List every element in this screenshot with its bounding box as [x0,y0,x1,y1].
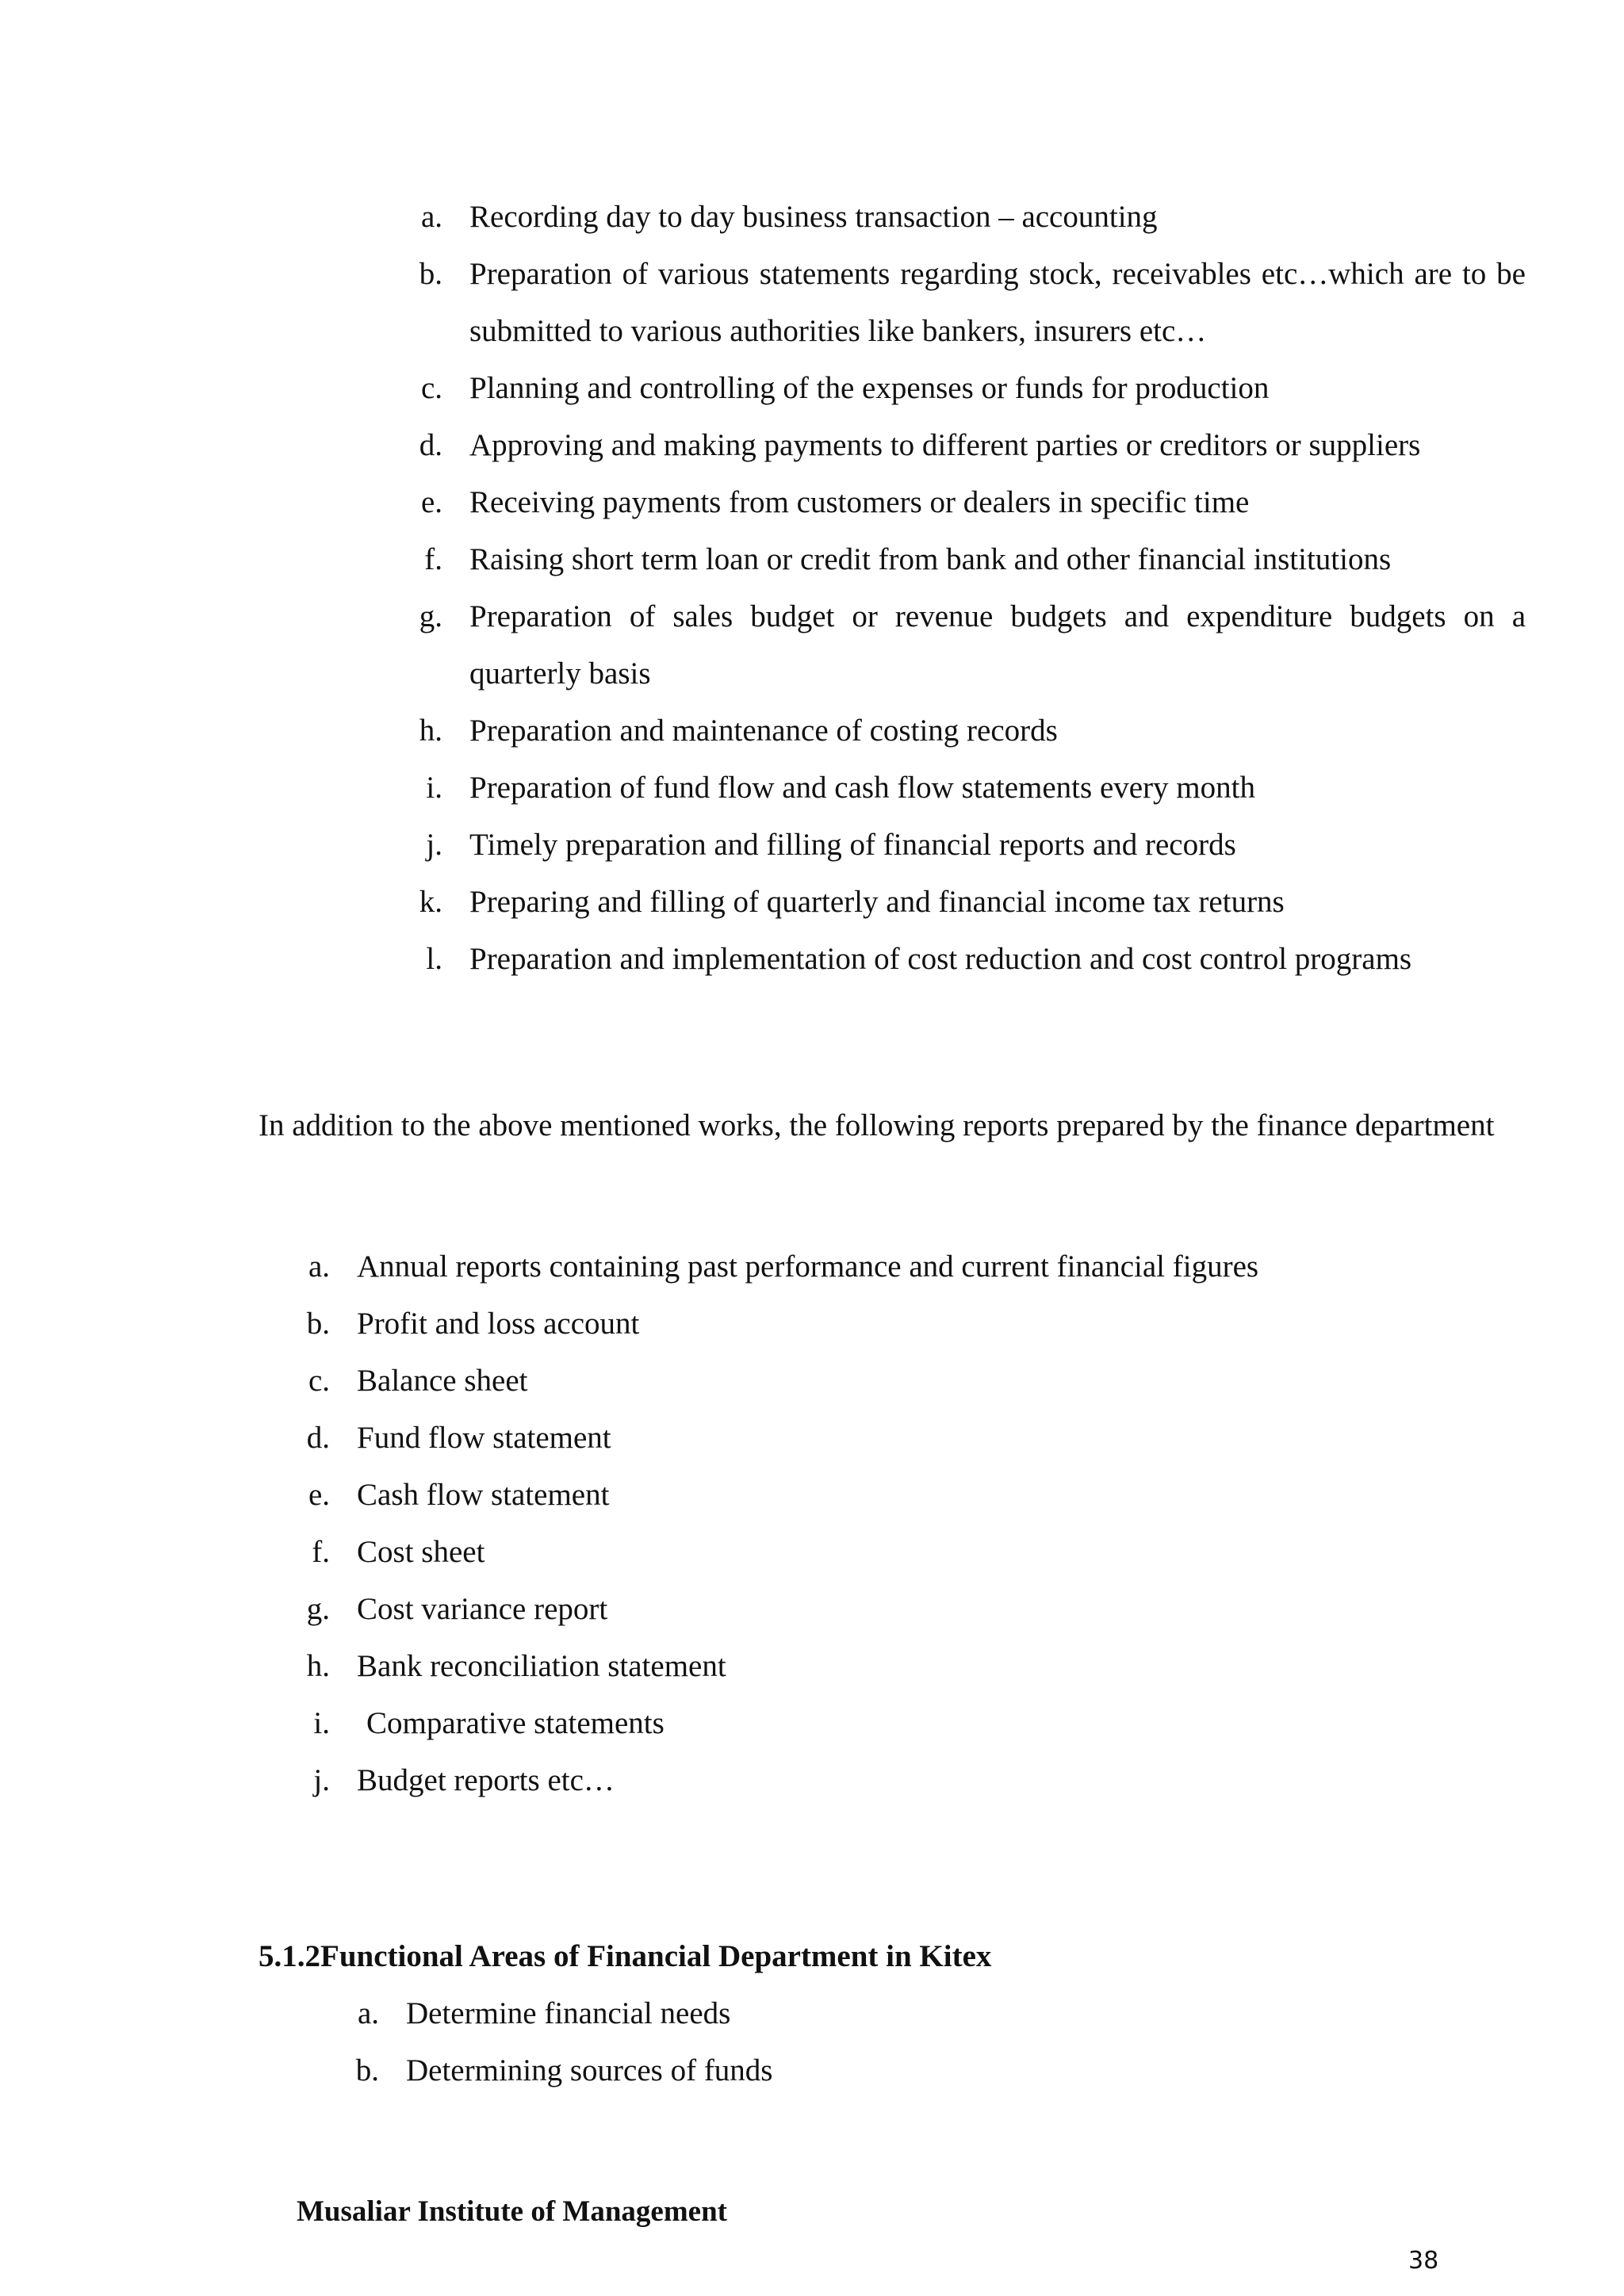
list-marker: d. [419,428,442,462]
list-item-text: Bank reconciliation statement [357,1649,726,1683]
list-marker: c. [420,371,442,405]
list-item [414,588,1526,702]
list-marker: f. [424,542,442,576]
list-marker: c. [308,1364,330,1398]
list-item [301,1410,1491,1467]
list-item-text: Profit and loss account [357,1307,640,1341]
list-item [301,1695,1491,1752]
intro-paragraph: In addition to the above mentioned works, the following reports prepared by the finance department [259,1108,1495,1142]
list-marker: j. [426,828,442,862]
list-marker: e. [420,485,442,519]
list-item-text: Balance sheet [357,1364,528,1398]
list-item [414,417,1526,474]
list-item-text: Fund flow statement [357,1421,611,1455]
list-item-text: Planning and controlling of the expenses or funds for production [469,371,1270,405]
list-item-text: Preparation and implementation of cost reduction and cost control programs [469,942,1412,976]
list-marker: i. [313,1706,330,1740]
list-item-text: Timely preparation and filling of financial reports and records [469,828,1236,862]
list-item [414,531,1526,588]
list-marker: d. [306,1421,330,1455]
list-item [414,474,1526,531]
finance-work-list [414,189,1526,988]
list-item [414,189,1526,246]
list-marker: h. [419,714,442,748]
list-item [414,246,1526,360]
list-item [301,1581,1491,1638]
list-item [414,702,1526,760]
list-item [414,817,1526,874]
footer-institute-name: Musaliar Institute of Management [297,2195,727,2228]
list-marker: i. [426,771,442,805]
list-marker: b. [306,1307,330,1341]
list-marker: f. [312,1535,330,1569]
list-item-text: Preparation of various statements regarding stock, receivables etc…which are to be submitted to various authorities like bankers, insurers etc… [469,257,1526,348]
list-item-text: Raising short term loan or credit from bank and other financial institutions [469,542,1392,576]
list-item-text: Cash flow statement [357,1478,610,1512]
list-item-text: Budget reports etc… [357,1763,615,1797]
list-item-text: Cost variance report [357,1592,608,1626]
list-item [414,931,1526,988]
list-item-text: Determine financial needs [406,1996,731,2030]
list-item-text: Preparation of sales budget or revenue budgets and expenditure budgets on a quarterly basis [469,599,1526,691]
list-item [301,1752,1491,1809]
list-item [414,360,1526,417]
list-item [414,874,1526,931]
list-item-text: Annual reports containing past performance and current financial figures [357,1249,1259,1284]
list-item [354,1985,1464,2042]
list-item-text: Receiving payments from customers or dealers in specific time [469,485,1250,519]
page-number: 38 [1408,2247,1439,2275]
list-item-text: Comparative statements [366,1706,665,1740]
list-marker: e. [308,1478,330,1512]
list-marker: a. [357,1996,379,2030]
list-item [301,1295,1491,1353]
list-item [301,1353,1491,1410]
list-marker: g. [419,599,442,633]
list-item-text: Determining sources of funds [406,2053,773,2087]
list-item [301,1524,1491,1581]
list-item-text: Approving and making payments to different parties or creditors or suppliers [469,428,1421,462]
list-item [301,1238,1491,1295]
list-item-text: Recording day to day business transaction – accounting [469,200,1158,234]
list-marker: b. [419,257,442,291]
list-item [414,760,1526,817]
section-heading: 5.1.2Functional Areas of Financial Department in Kitex [259,1939,992,1973]
list-marker: j. [313,1763,330,1797]
list-item-text: Cost sheet [357,1535,485,1569]
finance-reports-list [301,1238,1491,1809]
functional-areas-list [354,1985,1464,2099]
list-marker: a. [308,1249,330,1284]
list-marker: k. [419,885,442,919]
list-marker: l. [426,942,442,976]
list-marker: a. [420,200,442,234]
list-item-text: Preparation and maintenance of costing records [469,714,1058,748]
list-item [354,2042,1464,2099]
list-marker: h. [306,1649,330,1683]
list-marker: g. [306,1592,330,1626]
list-item-text: Preparation of fund flow and cash flow statements every month [469,771,1255,805]
list-marker: b. [355,2053,379,2087]
list-item-text: Preparing and filling of quarterly and financial income tax returns [469,885,1285,919]
list-item [301,1638,1491,1695]
list-item [301,1467,1491,1524]
